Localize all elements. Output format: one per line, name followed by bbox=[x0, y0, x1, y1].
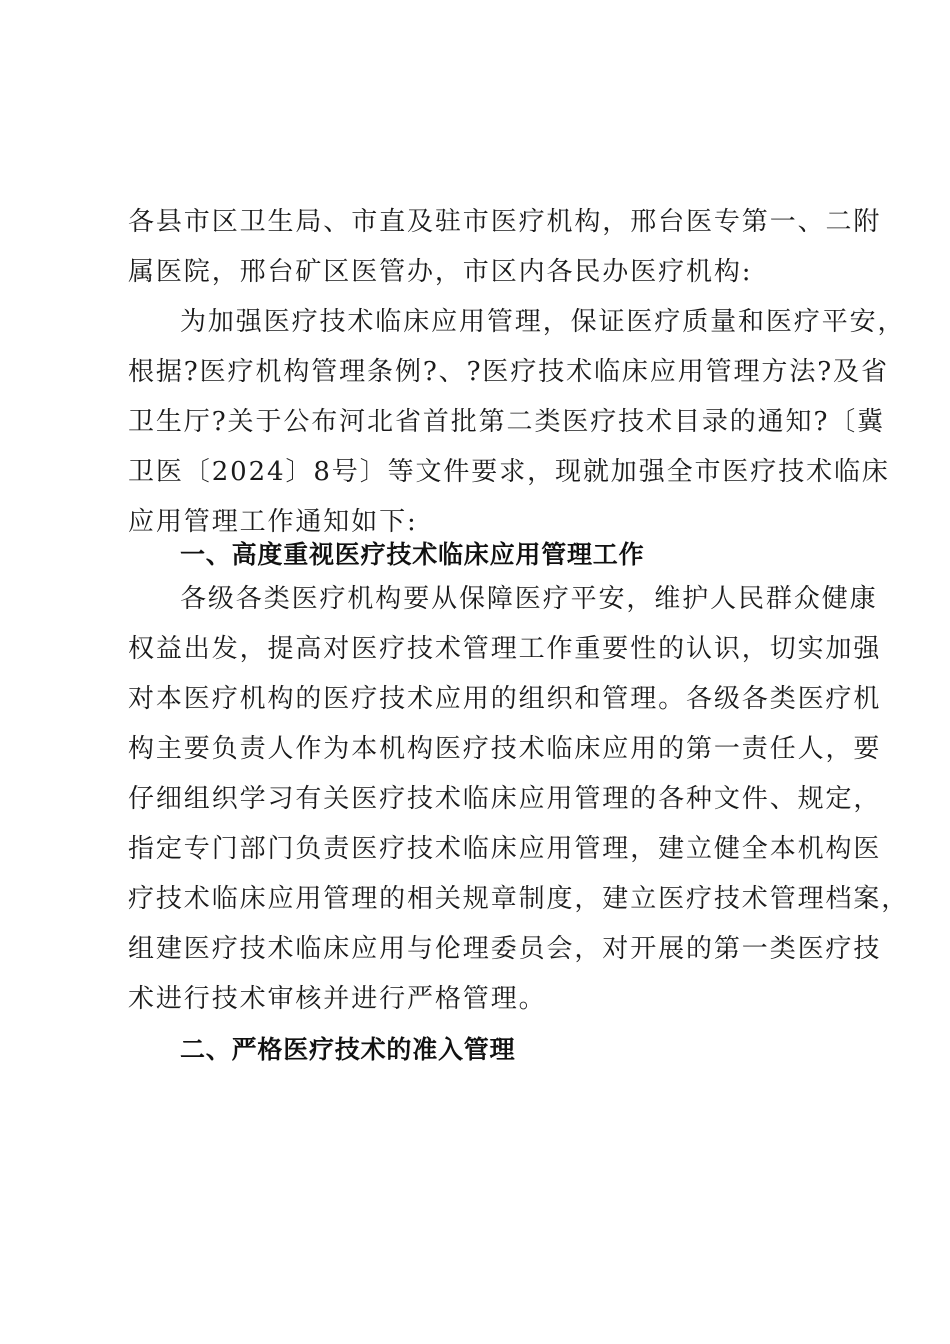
body-line-7: 应用管理工作通知如下: bbox=[128, 507, 418, 537]
body-line-15: 组建医疗技术临床应用与伦理委员会，对开展的第一类医疗技 bbox=[128, 934, 882, 964]
body-line-5: 卫生厅?关于公布河北省首批第二类医疗技术目录的通知?〔冀 bbox=[128, 407, 886, 437]
body-line-11: 构主要负责人作为本机构医疗技术临床应用的第一责任人，要 bbox=[128, 734, 882, 764]
body-line-16: 术进行技术审核并进行严格管理。 bbox=[128, 984, 547, 1014]
body-line-3: 为加强医疗技术临床应用管理，保证医疗质量和医疗平安， bbox=[180, 307, 906, 337]
body-line-6: 卫医〔2024〕8号〕等文件要求，现就加强全市医疗技术临床 bbox=[128, 457, 890, 487]
body-line-13: 指定专门部门负责医疗技术临床应用管理，建立健全本机构医 bbox=[128, 834, 882, 864]
body-line-10: 对本医疗机构的医疗技术应用的组织和管理。各级各类医疗机 bbox=[128, 684, 882, 714]
body-line-9: 权益出发，提高对医疗技术管理工作重要性的认识，切实加强 bbox=[128, 634, 882, 664]
body-line-1: 各县市区卫生局、市直及驻市医疗机构，邢台医专第一、二附 bbox=[128, 207, 882, 237]
body-line-8: 各级各类医疗机构要从保障医疗平安，维护人民群众健康 bbox=[180, 584, 878, 614]
body-line-2: 属医院，邢台矿区医管办，市区内各民办医疗机构: bbox=[128, 257, 753, 287]
section-heading-2: 二、严格医疗技术的准入管理 bbox=[180, 1035, 516, 1064]
section-heading-1: 一、高度重视医疗技术临床应用管理工作 bbox=[180, 540, 645, 569]
body-line-4: 根据?医疗机构管理条例?、?医疗技术临床应用管理方法?及省 bbox=[128, 357, 889, 387]
body-line-12: 仔细组织学习有关医疗技术临床应用管理的各种文件、规定， bbox=[128, 784, 882, 814]
body-line-14: 疗技术临床应用管理的相关规章制度，建立医疗技术管理档案， bbox=[128, 884, 910, 914]
